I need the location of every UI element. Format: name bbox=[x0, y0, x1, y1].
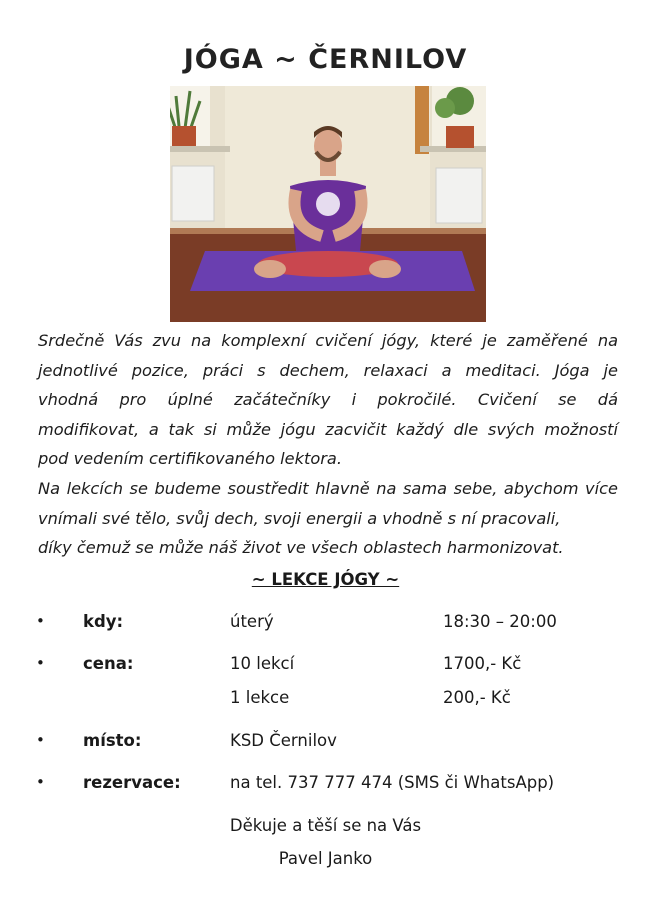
focus-line: vnímali své tělo, svůj dech, svoji energii a vhodně s ní pracovali, bbox=[38, 508, 561, 528]
reservation-value: na tel. 737 777 474 (SMS či WhatsApp) bbox=[230, 773, 555, 792]
focus-line: díky čemuž se může náš život ve všech oblastech harmonizovat. bbox=[38, 538, 564, 558]
detail-row-price-single bbox=[0, 688, 651, 718]
price-label: cena: bbox=[83, 654, 134, 673]
detail-row-when bbox=[0, 612, 651, 642]
when-time: 18:30 – 20:00 bbox=[443, 612, 557, 631]
price-10-lessons: 10 lekcí bbox=[230, 654, 295, 673]
when-label: kdy: bbox=[83, 612, 124, 631]
place-value: KSD Černilov bbox=[230, 731, 337, 750]
place-label: místo: bbox=[83, 731, 142, 750]
intro-line: vhodná pro úplné začátečníky i pokročilé. Cvičení se dá bbox=[38, 390, 618, 410]
price-1-lesson: 1 lekce bbox=[230, 688, 290, 707]
yoga-instructor-photo bbox=[170, 86, 486, 322]
intro-line: modifikovat, a tak si může jógu zacvičit každý dle svých možností bbox=[38, 419, 618, 439]
reservation-label: rezervace: bbox=[83, 773, 181, 792]
price-10-amount: 1700,- Kč bbox=[443, 654, 522, 673]
bullet-icon: • bbox=[36, 731, 45, 749]
when-day: úterý bbox=[230, 612, 274, 631]
detail-row-reservation bbox=[0, 773, 651, 803]
focus-paragraph bbox=[38, 474, 618, 563]
bullet-icon: • bbox=[36, 773, 45, 791]
intro-paragraph bbox=[38, 326, 618, 474]
bullet-icon: • bbox=[36, 612, 45, 630]
intro-line: Srdečně Vás zvu na komplexní cvičení jógy, které je zaměřené na bbox=[38, 331, 618, 350]
focus-line: Na lekcích se budeme soustředit hlavně na sama sebe, abychom více bbox=[38, 479, 618, 498]
thanks-text: Děkuje a těší se na Vás bbox=[229, 816, 422, 835]
detail-row-price bbox=[0, 654, 651, 684]
price-1-amount: 200,- Kč bbox=[443, 688, 511, 707]
signature-name: Pavel Janko bbox=[278, 849, 373, 868]
intro-line: pod vedením certifikovaného lektora. bbox=[38, 449, 342, 469]
detail-row-place bbox=[0, 731, 651, 761]
bullet-icon: • bbox=[36, 654, 45, 672]
intro-line: jednotlivé pozice, práci s dechem, relaxaci a meditaci. Jóga je bbox=[38, 360, 618, 380]
page-title: JÓGA ~ ČERNILOV bbox=[183, 44, 468, 75]
lessons-heading: ~ LEKCE JÓGY ~ bbox=[251, 570, 400, 589]
